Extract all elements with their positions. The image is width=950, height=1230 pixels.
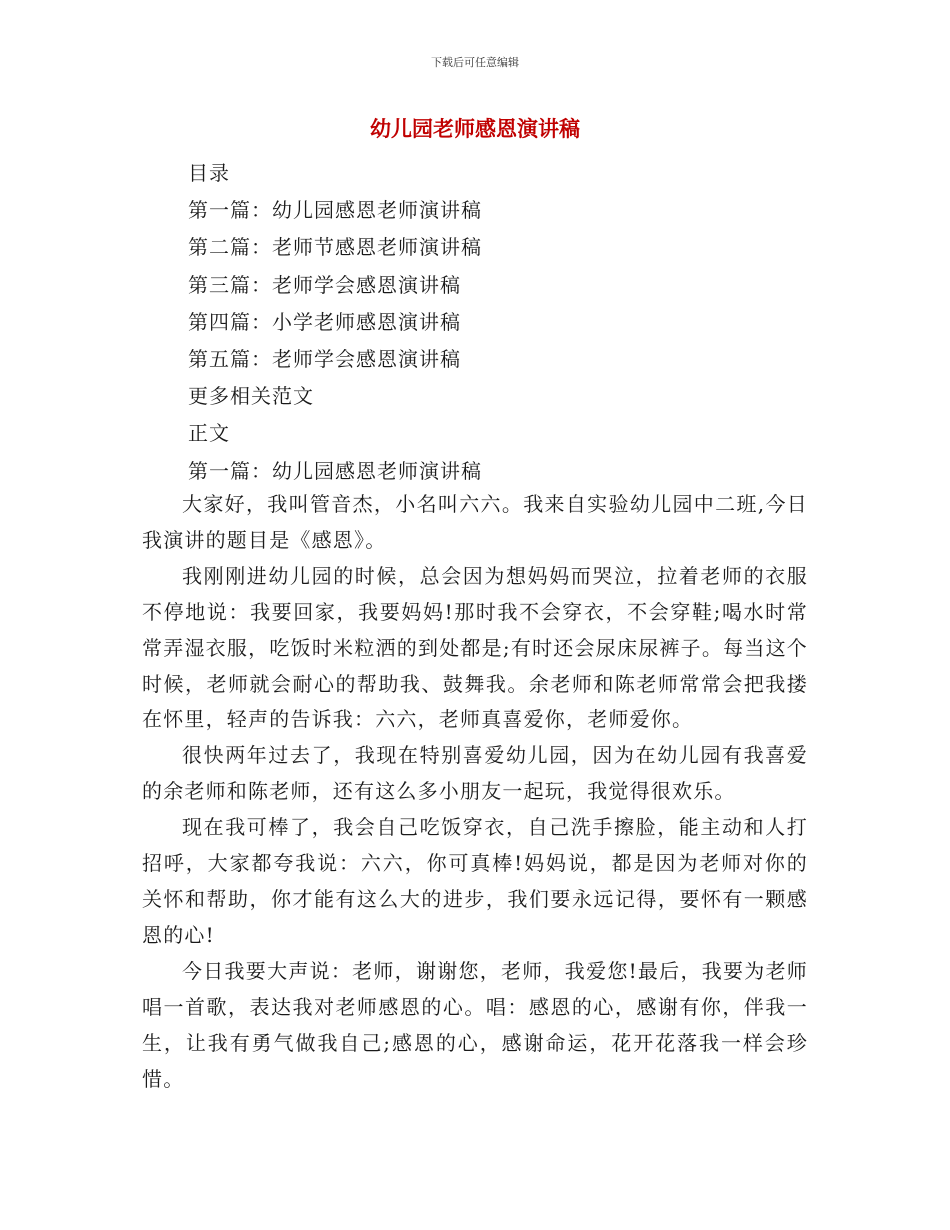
toc-item: 第二篇：老师节感恩老师演讲稿: [188, 235, 482, 260]
paragraph: 现在我可棒了，我会自己吃饭穿衣，自己洗手擦脸，能主动和人打招呼，大家都夸我说：六六，你可真棒!妈妈说，都是因为老师对你的关怀和帮助，你才能有这么大的进步，我们要永远记得，要怀有一颗感恩的心!: [142, 815, 808, 947]
toc-item: 更多相关范文: [188, 384, 314, 409]
toc-item: 第三篇：老师学会感恩演讲稿: [188, 272, 461, 297]
toc-item: 第五篇：老师学会感恩演讲稿: [188, 346, 461, 371]
body-heading: 正文: [188, 421, 230, 446]
toc-heading: 目录: [188, 161, 230, 185]
toc-item: 第一篇：幼儿园感恩老师演讲稿: [188, 198, 482, 223]
document-title: 幼儿园老师感恩演讲稿: [370, 117, 580, 141]
paragraph: 很快两年过去了，我现在特别喜爱幼儿园，因为在幼儿园有我喜爱的余老师和陈老师，还有这么多小朋友一起玩，我觉得很欢乐。: [142, 743, 808, 804]
paragraph: 大家好，我叫管音杰，小名叫六六。我来自实验幼儿园中二班,今日我演讲的题目是《感恩》。: [142, 492, 808, 552]
paragraph: 今日我要大声说：老师，谢谢您，老师，我爱您!最后，我要为老师唱一首歌，表达我对老师感恩的心。唱：感恩的心，感谢有你，伴我一生，让我有勇气做我自己;感恩的心，感谢命运，花开花落我一样会珍惜。: [142, 958, 808, 1091]
header-note: 下载后可任意编辑: [431, 56, 519, 69]
section-heading: 第一篇：幼儿园感恩老师演讲稿: [188, 458, 482, 483]
table-of-contents: [188, 155, 828, 490]
toc-item: 第四篇：小学老师感恩演讲稿: [188, 309, 461, 334]
body-text: [142, 487, 808, 1097]
paragraph: 我刚刚进幼儿园的时候，总会因为想妈妈而哭泣，拉着老师的衣服不停地说：我要回家，我要妈妈!那时我不会穿衣，不会穿鞋;喝水时常常弄湿衣服，吃饭时米粒洒的到处都是;有时还会尿床尿裤子。每当这个时候，老师就会耐心的帮助我、鼓舞我。余老师和陈老师常常会把我搂在怀里，轻声的告诉我：六六，老师真喜爱你，老师爱你。: [142, 563, 808, 732]
